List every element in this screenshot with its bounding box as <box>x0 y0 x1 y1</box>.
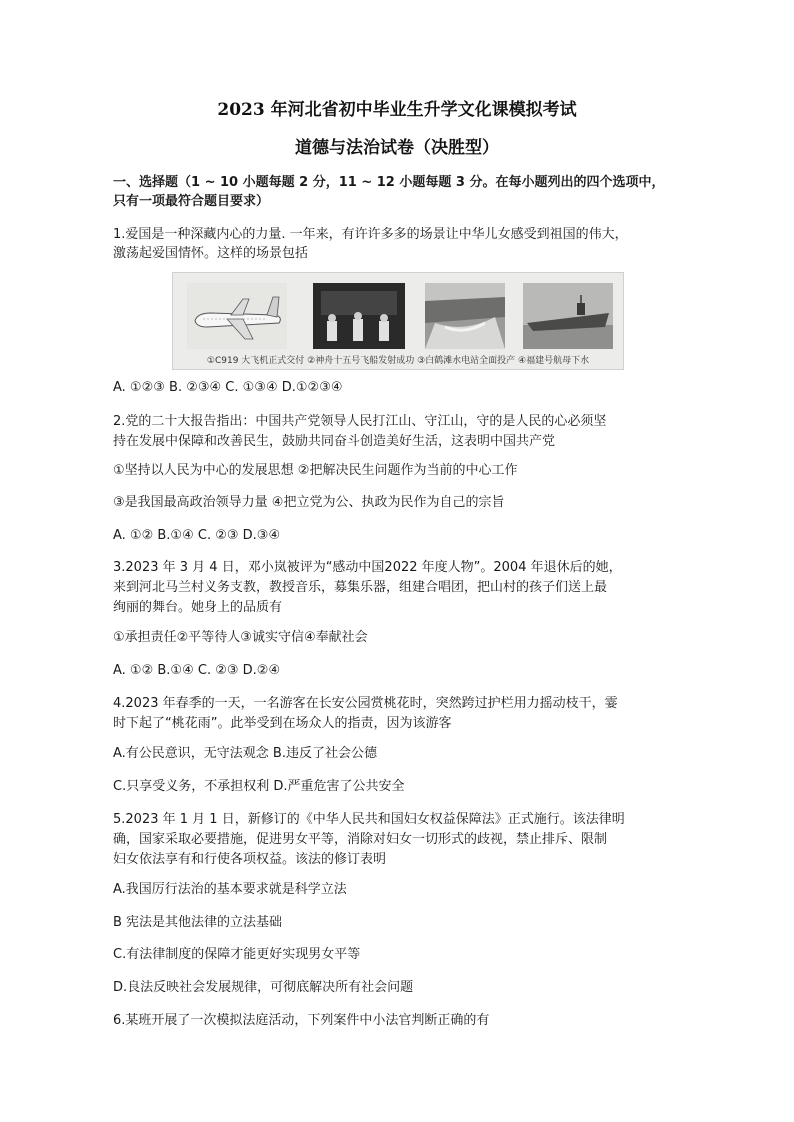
q2-item-row1: ①坚持以人民为中心的发展思想 ②把解决民生问题作为当前的中心工作 <box>113 463 518 478</box>
q4-stem: 4.2023 年春季的一天，一名游客在长安公园赏桃花时，突然跨过护栏用力摇动枝干，霎 <box>113 696 618 711</box>
q3-stem-cont: 来到河北马兰村义务支教，教授音乐，募集乐器，组建合唱团，把山村的孩子们送上最 <box>113 580 608 595</box>
section-heading: 一、选择题（1 ~ 10 小题每题 2 分，11 ~ 12 小题每题 3 分。在每小题列出的四个选项中， <box>113 175 665 190</box>
q5-option-a: A.我国厉行法治的基本要求就是科学立法 <box>113 882 347 897</box>
q5-stem: 5.2023 年 1 月 1 日，新修订的《中华人民共和国妇女权益保障法》正式施行。该法律明 <box>113 812 625 827</box>
q5-stem-cont: 确，国家采取必要措施，促进男女平等，消除对妇女一切形式的歧视，禁止排斥、限制 <box>113 832 608 847</box>
airplane-photo <box>187 283 287 349</box>
hydropower-dam-photo <box>425 283 505 349</box>
q6-stem: 6.某班开展了一次模拟法庭活动，下列案件中小法官判断正确的有 <box>113 1013 490 1028</box>
q3-stem: 3.2023 年 3 月 4 日，邓小岚被评为“感动中国2022 年度人物”。2004 年退休后的她， <box>113 560 622 575</box>
q2-stem-cont: 持在发展中保障和改善民生，鼓励共同奋斗创造美好生活，这表明中国共产党 <box>113 434 556 449</box>
section-heading-cont: 只有一项最符合题目要求） <box>113 194 270 209</box>
q2-item-row2: ③是我国最高政治领导力量 ④把立党为公、执政为民作为自己的宗旨 <box>113 495 505 510</box>
q1-stem-cont: 激荡起爱国情怀。这样的场景包括 <box>113 246 309 261</box>
q1-options: A. ①②③ B. ②③④ C. ①③④ D.①②③④ <box>113 380 343 395</box>
spacecraft-launch-photo <box>313 283 405 349</box>
q3-options: A. ①② B.①④ C. ②③ D.②④ <box>113 663 281 678</box>
q1-stem: 1.爱国是一种深藏内心的力量. 一年来，有许许多多的场景让中华儿女感受到祖国的伟大， <box>113 227 628 242</box>
q2-stem: 2.党的二十大报告指出：中国共产党领导人民打江山、守江山，守的是人民的心必须坚 <box>113 414 607 429</box>
q3-stem-cont2: 绚丽的舞台。她身上的品质有 <box>113 600 283 615</box>
q1-photo-strip <box>172 272 624 370</box>
q4-stem-cont: 时下起了“桃花雨”。此举受到在场众人的指责，因为该游客 <box>113 716 452 731</box>
q5-option-c: C.有法律制度的保障才能更好实现男女平等 <box>113 947 361 962</box>
aircraft-carrier-photo <box>523 283 613 349</box>
q5-stem-cont2: 妇女依法享有和行使各项权益。该法的修订表明 <box>113 852 387 867</box>
exam-title: 2023 年河北省初中毕业生升学文化课模拟考试 <box>217 100 577 120</box>
q4-options-cd: C.只享受义务，不承担权利 D.严重危害了公共安全 <box>113 779 405 794</box>
q5-option-d: D.良法反映社会发展规律，可彻底解决所有社会问题 <box>113 980 414 995</box>
q2-options: A. ①② B.①④ C. ②③ D.③④ <box>113 528 281 543</box>
q3-items: ①承担责任②平等待人③诚实守信④奉献社会 <box>113 630 368 645</box>
q5-option-b: B 宪法是其他法律的立法基础 <box>113 915 283 930</box>
q4-options-ab: A.有公民意识，无守法观念 B.违反了社会公德 <box>113 746 377 761</box>
q1-photo-caption: ①C919 大飞机正式交付 ②神舟十五号飞船发射成功 ③白鹤滩水电站全面投产 ④福建号航母下水 <box>206 356 590 366</box>
exam-subtitle: 道德与法治试卷（决胜型） <box>295 138 499 158</box>
